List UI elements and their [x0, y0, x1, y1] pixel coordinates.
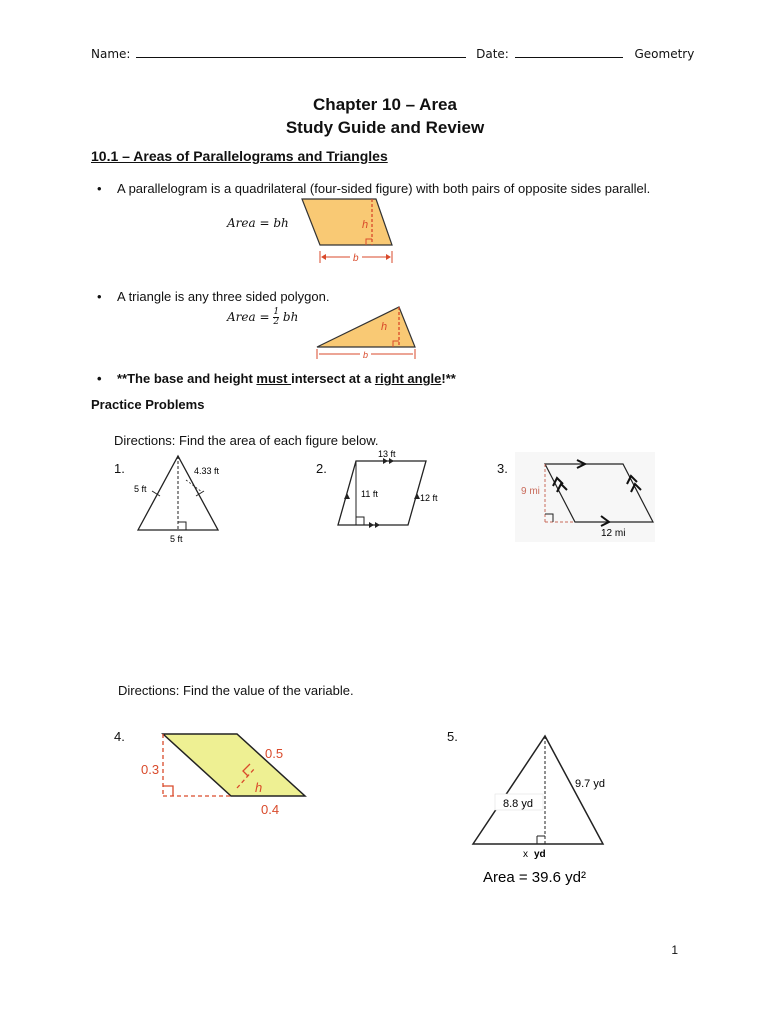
problem-4-base: 0.4 — [261, 802, 280, 817]
directions-area: Directions: Find the area of each figure below. — [114, 433, 379, 448]
directions-variable: Directions: Find the value of the variable. — [118, 683, 354, 698]
name-blank[interactable] — [136, 47, 466, 58]
problem-1-base: 5 ft — [170, 534, 183, 544]
name-label: Name: — [91, 47, 131, 61]
problem-2-top: 13 ft — [378, 449, 396, 459]
date-label: Date: — [476, 47, 509, 61]
problem-1-side: 5 ft — [134, 484, 147, 494]
triangle-formula-prefix: Area = — [227, 310, 270, 324]
problem-4-figure — [135, 728, 315, 820]
triangle-height-label: h — [381, 321, 388, 333]
problem-2-height: 11 ft — [361, 489, 378, 499]
problem-3-height: 9 mi — [521, 486, 540, 497]
base-label: b — [353, 253, 359, 264]
problem-5-base-var: x — [523, 849, 528, 860]
problem-5-area: Area = 39.6 yd² — [483, 869, 586, 886]
triangle-shape — [317, 307, 415, 347]
parallelogram-shape — [302, 199, 392, 245]
problem-5-number: 5. — [447, 729, 458, 744]
bullet-note: • **The base and height must intersect at a right angle!** — [117, 370, 456, 387]
problem-3-number: 3. — [497, 461, 508, 476]
problem-1-slant: 4.33 ft — [194, 466, 220, 476]
problem-4-number: 4. — [114, 729, 125, 744]
page-number: 1 — [671, 943, 678, 957]
practice-heading: Practice Problems — [91, 397, 205, 412]
parallelogram-formula: Area = bh — [227, 216, 289, 230]
problem-5-side: 9.7 yd — [575, 778, 605, 790]
problem-1-figure — [130, 452, 240, 548]
section-heading: 10.1 – Areas of Parallelograms and Triangles — [91, 148, 388, 164]
triangle-figure — [315, 303, 425, 365]
height-label: h — [362, 219, 369, 231]
problem-1-number: 1. — [114, 461, 125, 476]
problem-2-number: 2. — [316, 461, 327, 476]
problem-3-base: 12 mi — [601, 528, 626, 539]
problem-3-figure — [515, 452, 655, 542]
date-blank[interactable] — [515, 47, 623, 58]
course-label: Geometry — [634, 47, 695, 61]
problem-2-figure — [330, 447, 450, 531]
triangle-formula — [227, 308, 298, 327]
triangle-formula-suffix: bh — [282, 310, 299, 324]
chapter-subtitle: Study Guide and Review — [285, 118, 485, 137]
fraction-one-half: $\frac{1}{2}$ — [273, 307, 280, 327]
chapter-title: Chapter 10 – Area — [313, 95, 457, 114]
parallelogram-figure — [300, 195, 400, 267]
problem-5-height: 8.8 yd — [503, 798, 533, 810]
problem-4-left: 0.3 — [141, 762, 160, 777]
problem-2-side: 12 ft — [420, 493, 438, 503]
problem-5-base-unit: yd — [534, 849, 546, 860]
page-header — [91, 47, 695, 61]
triangle-base-label: b — [363, 350, 369, 360]
problem-5-figure — [465, 730, 625, 890]
problem-4-side: 0.5 — [265, 746, 284, 761]
problem-4-h: h — [255, 780, 263, 795]
parallelogram-definition: A parallelogram is a quadrilateral (four-sided figure) with both pairs of opposite sides parallel. — [117, 181, 651, 196]
triangle-definition: A triangle is any three sided polygon. — [117, 289, 330, 304]
